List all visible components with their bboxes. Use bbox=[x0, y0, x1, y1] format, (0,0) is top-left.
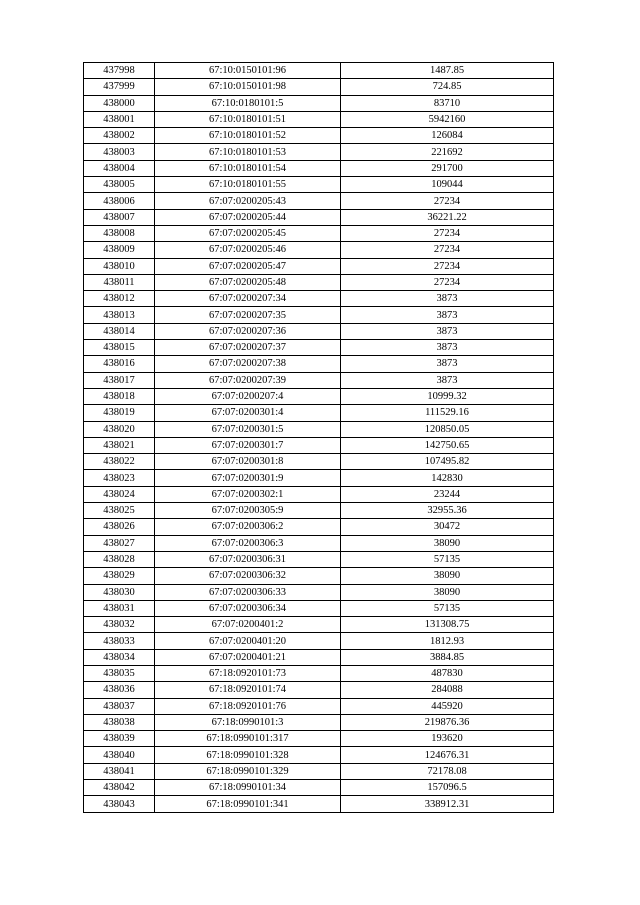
value-cell: 5942160 bbox=[341, 111, 554, 127]
value-cell: 3873 bbox=[341, 291, 554, 307]
table-row bbox=[84, 617, 554, 633]
cadastral-number-cell: 67:18:0920101:76 bbox=[155, 698, 341, 714]
cadastral-number-cell: 67:10:0150101:96 bbox=[155, 63, 341, 79]
value-cell: 338912.31 bbox=[341, 796, 554, 812]
cadastral-number-cell: 67:07:0200205:46 bbox=[155, 242, 341, 258]
value-cell: 3884.85 bbox=[341, 649, 554, 665]
value-cell: 72178.08 bbox=[341, 763, 554, 779]
table-row bbox=[84, 780, 554, 796]
row-id-cell: 438038 bbox=[84, 714, 155, 730]
row-id-cell: 438019 bbox=[84, 405, 155, 421]
table-row bbox=[84, 111, 554, 127]
table-row bbox=[84, 470, 554, 486]
cadastral-number-cell: 67:07:0200207:4 bbox=[155, 388, 341, 404]
row-id-cell: 438016 bbox=[84, 356, 155, 372]
table-row bbox=[84, 747, 554, 763]
table-row bbox=[84, 600, 554, 616]
row-id-cell: 438013 bbox=[84, 307, 155, 323]
table-row bbox=[84, 323, 554, 339]
value-cell: 57135 bbox=[341, 600, 554, 616]
row-id-cell: 438000 bbox=[84, 95, 155, 111]
cadastral-number-cell: 67:18:0990101:329 bbox=[155, 763, 341, 779]
cadastral-number-cell: 67:07:0200401:2 bbox=[155, 617, 341, 633]
cadastral-number-cell: 67:07:0200207:39 bbox=[155, 372, 341, 388]
value-cell: 27234 bbox=[341, 193, 554, 209]
cadastral-number-cell: 67:07:0200301:7 bbox=[155, 437, 341, 453]
table-row bbox=[84, 388, 554, 404]
table-row bbox=[84, 437, 554, 453]
table-row bbox=[84, 763, 554, 779]
table-row bbox=[84, 193, 554, 209]
table-row bbox=[84, 177, 554, 193]
row-id-cell: 438004 bbox=[84, 160, 155, 176]
value-cell: 284088 bbox=[341, 682, 554, 698]
cadastral-number-cell: 67:07:0200401:20 bbox=[155, 633, 341, 649]
value-cell: 142750.65 bbox=[341, 437, 554, 453]
row-id-cell: 438027 bbox=[84, 535, 155, 551]
cadastral-number-cell: 67:07:0200205:48 bbox=[155, 274, 341, 290]
cadastral-number-cell: 67:07:0200301:9 bbox=[155, 470, 341, 486]
table-row bbox=[84, 291, 554, 307]
row-id-cell: 438006 bbox=[84, 193, 155, 209]
value-cell: 83710 bbox=[341, 95, 554, 111]
table-row bbox=[84, 796, 554, 812]
value-cell: 109044 bbox=[341, 177, 554, 193]
cadastral-number-cell: 67:18:0990101:328 bbox=[155, 747, 341, 763]
cadastral-number-cell: 67:07:0200301:8 bbox=[155, 454, 341, 470]
row-id-cell: 438036 bbox=[84, 682, 155, 698]
value-cell: 36221.22 bbox=[341, 209, 554, 225]
table-row bbox=[84, 274, 554, 290]
table-row bbox=[84, 486, 554, 502]
row-id-cell: 438021 bbox=[84, 437, 155, 453]
table-body bbox=[84, 63, 554, 813]
table-row bbox=[84, 421, 554, 437]
value-cell: 107495.82 bbox=[341, 454, 554, 470]
cadastral-number-cell: 67:07:0200207:37 bbox=[155, 340, 341, 356]
value-cell: 120850.05 bbox=[341, 421, 554, 437]
cadastral-number-cell: 67:18:0920101:73 bbox=[155, 665, 341, 681]
value-cell: 1487.85 bbox=[341, 63, 554, 79]
row-id-cell: 438034 bbox=[84, 649, 155, 665]
row-id-cell: 438009 bbox=[84, 242, 155, 258]
table-row bbox=[84, 698, 554, 714]
value-cell: 3873 bbox=[341, 323, 554, 339]
value-cell: 27234 bbox=[341, 258, 554, 274]
value-cell: 10999.32 bbox=[341, 388, 554, 404]
cadastral-number-cell: 67:10:0180101:51 bbox=[155, 111, 341, 127]
row-id-cell: 438011 bbox=[84, 274, 155, 290]
value-cell: 27234 bbox=[341, 242, 554, 258]
value-cell: 291700 bbox=[341, 160, 554, 176]
cadastral-number-cell: 67:07:0200301:5 bbox=[155, 421, 341, 437]
row-id-cell: 438030 bbox=[84, 584, 155, 600]
row-id-cell: 438020 bbox=[84, 421, 155, 437]
row-id-cell: 438039 bbox=[84, 731, 155, 747]
value-cell: 3873 bbox=[341, 356, 554, 372]
cadastral-number-cell: 67:18:0990101:317 bbox=[155, 731, 341, 747]
value-cell: 193620 bbox=[341, 731, 554, 747]
row-id-cell: 437999 bbox=[84, 79, 155, 95]
cadastral-number-cell: 67:10:0180101:54 bbox=[155, 160, 341, 176]
value-cell: 3873 bbox=[341, 340, 554, 356]
cadastral-number-cell: 67:07:0200207:34 bbox=[155, 291, 341, 307]
table-row bbox=[84, 307, 554, 323]
table-row bbox=[84, 714, 554, 730]
value-cell: 126084 bbox=[341, 128, 554, 144]
table-row bbox=[84, 519, 554, 535]
cadastral-number-cell: 67:18:0990101:34 bbox=[155, 780, 341, 796]
cadastral-number-cell: 67:10:0180101:53 bbox=[155, 144, 341, 160]
table-row bbox=[84, 79, 554, 95]
table-row bbox=[84, 535, 554, 551]
table-row bbox=[84, 372, 554, 388]
row-id-cell: 438026 bbox=[84, 519, 155, 535]
cadastral-number-cell: 67:07:0200205:43 bbox=[155, 193, 341, 209]
table-row bbox=[84, 242, 554, 258]
row-id-cell: 438002 bbox=[84, 128, 155, 144]
cadastral-number-cell: 67:07:0200205:45 bbox=[155, 225, 341, 241]
row-id-cell: 437998 bbox=[84, 63, 155, 79]
table-row bbox=[84, 584, 554, 600]
value-cell: 27234 bbox=[341, 225, 554, 241]
table-row bbox=[84, 225, 554, 241]
row-id-cell: 438040 bbox=[84, 747, 155, 763]
value-cell: 724.85 bbox=[341, 79, 554, 95]
cadastral-number-cell: 67:07:0200207:38 bbox=[155, 356, 341, 372]
table-row bbox=[84, 454, 554, 470]
cadastral-number-cell: 67:07:0200205:44 bbox=[155, 209, 341, 225]
table-row bbox=[84, 731, 554, 747]
table-row bbox=[84, 340, 554, 356]
row-id-cell: 438001 bbox=[84, 111, 155, 127]
table-row bbox=[84, 551, 554, 567]
value-cell: 3873 bbox=[341, 307, 554, 323]
row-id-cell: 438042 bbox=[84, 780, 155, 796]
table-row bbox=[84, 356, 554, 372]
cadastral-number-cell: 67:07:0200301:4 bbox=[155, 405, 341, 421]
value-cell: 445920 bbox=[341, 698, 554, 714]
value-cell: 38090 bbox=[341, 584, 554, 600]
row-id-cell: 438022 bbox=[84, 454, 155, 470]
row-id-cell: 438017 bbox=[84, 372, 155, 388]
value-cell: 142830 bbox=[341, 470, 554, 486]
row-id-cell: 438025 bbox=[84, 503, 155, 519]
value-cell: 23244 bbox=[341, 486, 554, 502]
value-cell: 124676.31 bbox=[341, 747, 554, 763]
cadastral-number-cell: 67:07:0200306:31 bbox=[155, 551, 341, 567]
row-id-cell: 438010 bbox=[84, 258, 155, 274]
value-cell: 32955.36 bbox=[341, 503, 554, 519]
row-id-cell: 438041 bbox=[84, 763, 155, 779]
row-id-cell: 438018 bbox=[84, 388, 155, 404]
value-cell: 3873 bbox=[341, 372, 554, 388]
row-id-cell: 438015 bbox=[84, 340, 155, 356]
cadastral-number-cell: 67:18:0990101:341 bbox=[155, 796, 341, 812]
value-cell: 131308.75 bbox=[341, 617, 554, 633]
cadastral-number-cell: 67:07:0200306:32 bbox=[155, 568, 341, 584]
value-cell: 1812.93 bbox=[341, 633, 554, 649]
cadastral-number-cell: 67:10:0150101:98 bbox=[155, 79, 341, 95]
value-cell: 221692 bbox=[341, 144, 554, 160]
cadastral-number-cell: 67:07:0200207:35 bbox=[155, 307, 341, 323]
value-cell: 38090 bbox=[341, 568, 554, 584]
value-cell: 27234 bbox=[341, 274, 554, 290]
value-cell: 157096.5 bbox=[341, 780, 554, 796]
table-row bbox=[84, 258, 554, 274]
row-id-cell: 438003 bbox=[84, 144, 155, 160]
value-cell: 219876.36 bbox=[341, 714, 554, 730]
cadastral-number-cell: 67:07:0200302:1 bbox=[155, 486, 341, 502]
row-id-cell: 438008 bbox=[84, 225, 155, 241]
row-id-cell: 438037 bbox=[84, 698, 155, 714]
cadastral-number-cell: 67:10:0180101:55 bbox=[155, 177, 341, 193]
table-row bbox=[84, 405, 554, 421]
cadastral-number-cell: 67:07:0200306:3 bbox=[155, 535, 341, 551]
cadastral-number-cell: 67:07:0200401:21 bbox=[155, 649, 341, 665]
row-id-cell: 438023 bbox=[84, 470, 155, 486]
row-id-cell: 438033 bbox=[84, 633, 155, 649]
row-id-cell: 438032 bbox=[84, 617, 155, 633]
table-row bbox=[84, 568, 554, 584]
table-row bbox=[84, 682, 554, 698]
cadastral-number-cell: 67:18:0920101:74 bbox=[155, 682, 341, 698]
cadastral-number-cell: 67:07:0200306:34 bbox=[155, 600, 341, 616]
cadastral-number-cell: 67:10:0180101:52 bbox=[155, 128, 341, 144]
cadastral-number-cell: 67:07:0200306:2 bbox=[155, 519, 341, 535]
value-cell: 30472 bbox=[341, 519, 554, 535]
table-row bbox=[84, 95, 554, 111]
value-cell: 57135 bbox=[341, 551, 554, 567]
table-row bbox=[84, 128, 554, 144]
data-table bbox=[83, 62, 554, 813]
row-id-cell: 438029 bbox=[84, 568, 155, 584]
row-id-cell: 438012 bbox=[84, 291, 155, 307]
table-row bbox=[84, 209, 554, 225]
table-row bbox=[84, 144, 554, 160]
row-id-cell: 438005 bbox=[84, 177, 155, 193]
cadastral-number-cell: 67:07:0200205:47 bbox=[155, 258, 341, 274]
table-row bbox=[84, 63, 554, 79]
row-id-cell: 438014 bbox=[84, 323, 155, 339]
cadastral-number-cell: 67:07:0200207:36 bbox=[155, 323, 341, 339]
row-id-cell: 438043 bbox=[84, 796, 155, 812]
cadastral-number-cell: 67:10:0180101:5 bbox=[155, 95, 341, 111]
table-row bbox=[84, 503, 554, 519]
value-cell: 38090 bbox=[341, 535, 554, 551]
row-id-cell: 438028 bbox=[84, 551, 155, 567]
row-id-cell: 438024 bbox=[84, 486, 155, 502]
cadastral-number-cell: 67:18:0990101:3 bbox=[155, 714, 341, 730]
value-cell: 487830 bbox=[341, 665, 554, 681]
row-id-cell: 438031 bbox=[84, 600, 155, 616]
row-id-cell: 438007 bbox=[84, 209, 155, 225]
table-row bbox=[84, 665, 554, 681]
row-id-cell: 438035 bbox=[84, 665, 155, 681]
value-cell: 111529.16 bbox=[341, 405, 554, 421]
table-row bbox=[84, 649, 554, 665]
cadastral-number-cell: 67:07:0200305:9 bbox=[155, 503, 341, 519]
cadastral-number-cell: 67:07:0200306:33 bbox=[155, 584, 341, 600]
table-row bbox=[84, 160, 554, 176]
table-row bbox=[84, 633, 554, 649]
